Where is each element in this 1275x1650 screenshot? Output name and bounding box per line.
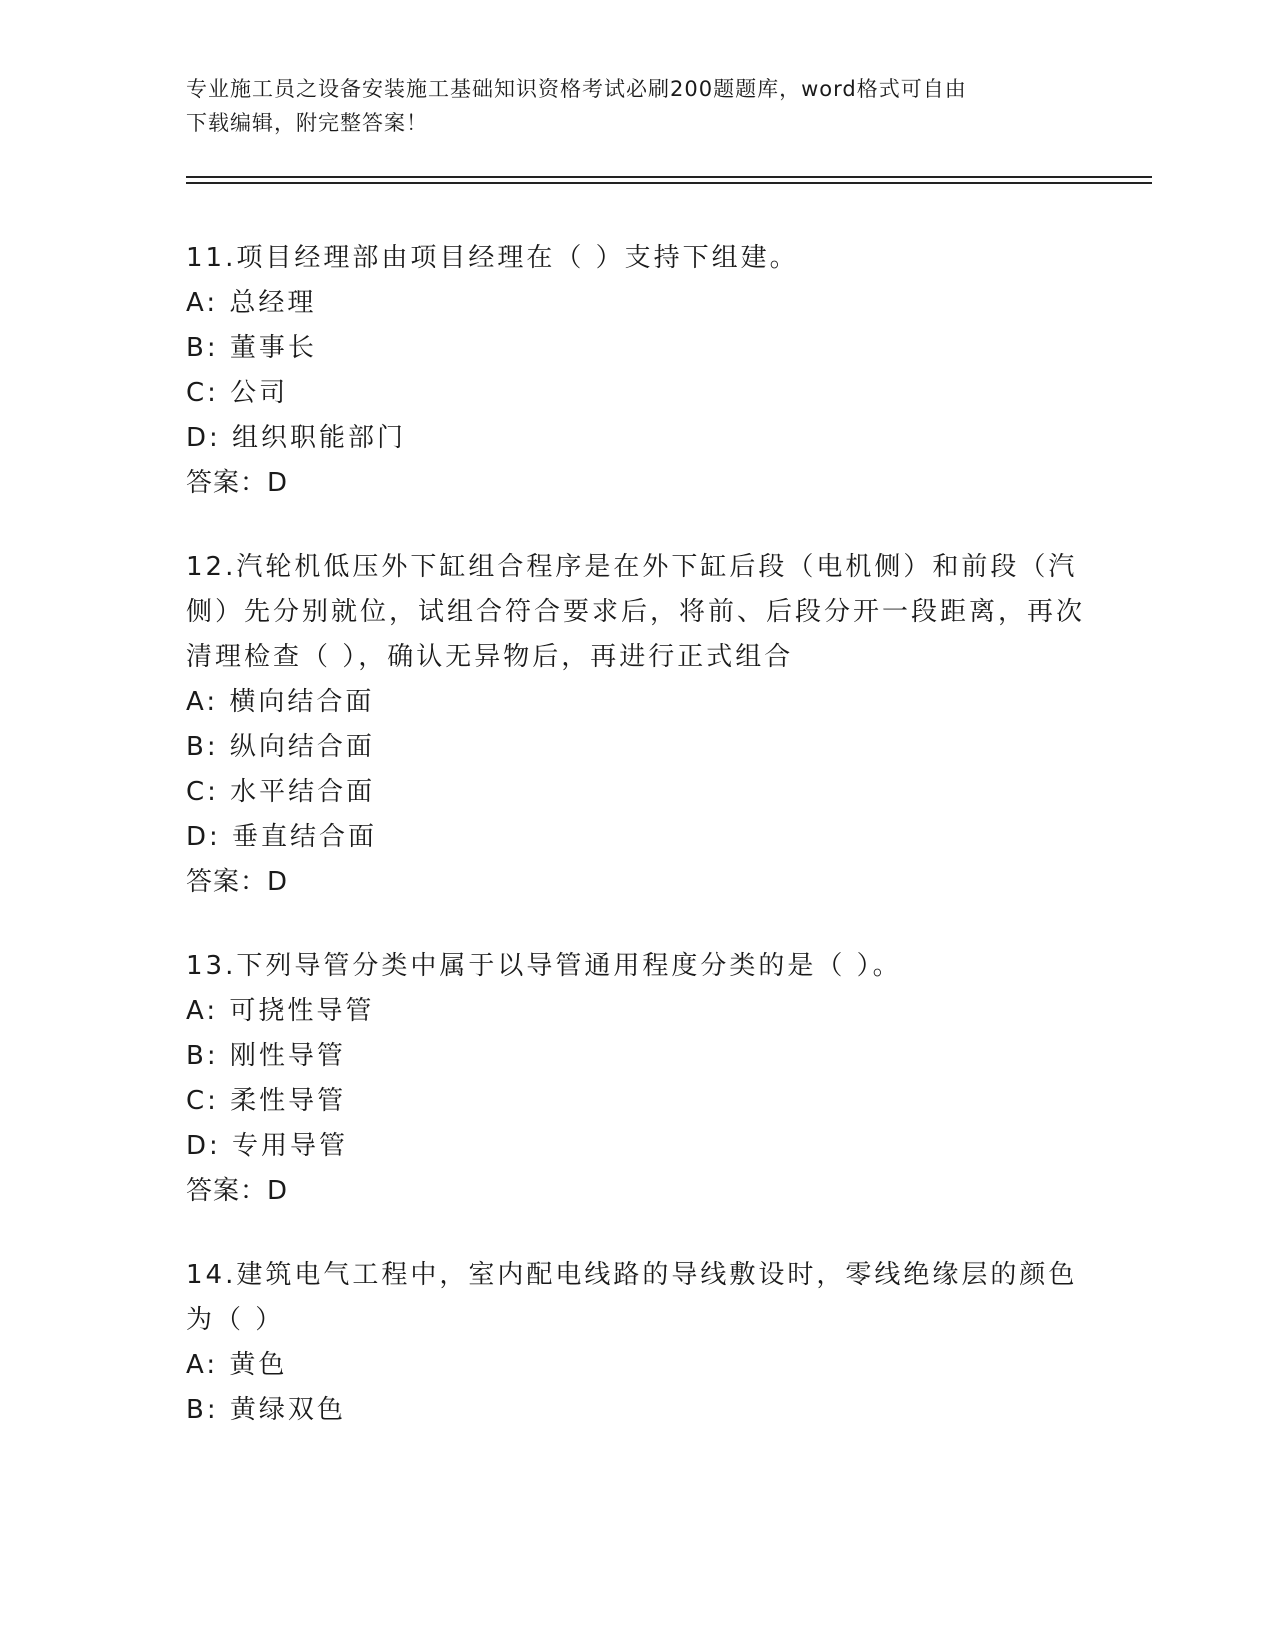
header-divider-top: [186, 176, 1152, 178]
document-header: [186, 72, 1066, 140]
question-stem: 13.下列导管分类中属于以导管通用程度分类的是（ ）。: [186, 951, 902, 981]
question-12: [186, 545, 1086, 904]
answer-line: 答案：D: [186, 468, 289, 498]
header-line-1: 专业施工员之设备安装施工基础知识资格考试必刷200题题库，word格式可自由: [186, 77, 967, 101]
option-d: D: 专用导管: [186, 1131, 349, 1161]
header-line-2: 下载编辑，附完整答案！: [186, 111, 428, 135]
option-a: A: 总经理: [186, 288, 317, 318]
question-stem: 11.项目经理部由项目经理在（ ）支持下组建。: [186, 243, 799, 273]
option-d: D: 垂直结合面: [186, 822, 378, 852]
option-c: C: 水平结合面: [186, 777, 376, 807]
question-13: [186, 944, 1086, 1213]
answer-line: 答案：D: [186, 867, 289, 897]
option-d: D: 组织职能部门: [186, 423, 407, 453]
option-a: A: 黄色: [186, 1350, 288, 1380]
answer-line: 答案：D: [186, 1176, 289, 1206]
option-c: C: 柔性导管: [186, 1086, 347, 1116]
option-b: B: 纵向结合面: [186, 732, 375, 762]
question-14: [186, 1253, 1086, 1433]
option-b: B: 董事长: [186, 333, 317, 363]
option-b: B: 刚性导管: [186, 1041, 346, 1071]
question-stem: 14.建筑电气工程中，室内配电线路的导线敷设时，零线绝缘层的颜色为（ ）: [186, 1260, 1078, 1335]
question-stem: 12.汽轮机低压外下缸组合程序是在外下缸后段（电机侧）和前段（汽侧）先分别就位，试组合符合要求后，将前、后段分开一段距离，再次清理检查（ ），确认无异物后，再进行正式组合: [186, 552, 1086, 672]
question-11: [186, 236, 1086, 505]
option-c: C: 公司: [186, 378, 289, 408]
option-a: A: 横向结合面: [186, 687, 375, 717]
option-b: B: 黄绿双色: [186, 1395, 346, 1425]
question-list: [186, 236, 1086, 1473]
header-divider-bottom: [186, 182, 1152, 184]
option-a: A: 可挠性导管: [186, 996, 375, 1026]
